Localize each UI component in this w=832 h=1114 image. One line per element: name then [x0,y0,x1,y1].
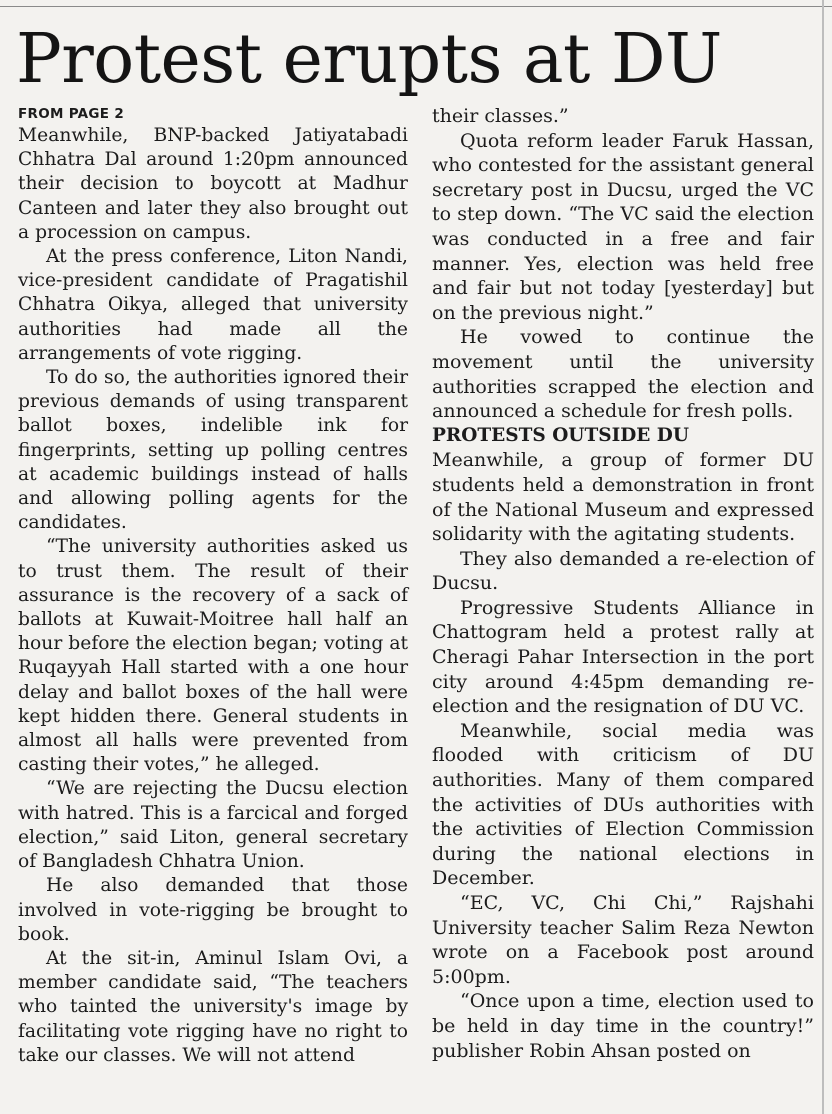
section-subhead: PROTESTS OUTSIDE DU [432,424,689,446]
paragraph: their classes.” [432,105,569,127]
paragraph: He vowed to continue the movement until the university authorities scrapped the election and announced a schedule for fresh polls. [432,326,814,423]
paragraph: Meanwhile, social media was flooded with criticism of DU authorities. Many of them compared the activities of DUs authorities with the activities of Election Commission during the national elections in December. [432,719,814,890]
paragraph: They also demanded a re-election of Ducsu. [432,547,814,595]
paragraph: At the press conference, Liton Nandi, vice-president candidate of Pragatishil Chhatra Oikya, alleged that university authorities had made all the arrangements of vote rigging. [18,246,408,364]
continuation-kicker: FROM PAGE 2 [18,106,125,122]
column-edge-rule [822,0,824,1114]
headline: Protest erupts at DU [16,20,722,99]
top-rule [0,6,832,7]
paragraph: Meanwhile, a group of former DU students held a demonstration in front of the National Museum and expressed solidarity with the agitating students. [432,449,814,546]
paragraph: “We are rejecting the Ducsu election with hatred. This is a farcical and forged election,” said Liton, general secretary of Bangladesh Chhatra Union. [18,778,408,873]
left-column [18,104,408,1068]
paragraph: “Once upon a time, election used to be held in day time in the country!” publisher Robin Ahsan posted on [432,990,814,1062]
paragraph: Progressive Students Alliance in Chattogram held a protest rally at Cheragi Pahar Intersection in the port city around 4:45pm demanding re-election and the resignation of DU VC. [432,596,814,718]
paragraph: “EC, VC, Chi Chi,” Rajshahi University teacher Salim Reza Newton wrote on a Facebook post around 5:00pm. [432,892,814,988]
right-column [432,104,814,1063]
paragraph: He also demanded that those involved in vote-rigging be brought to book. [18,875,408,945]
paragraph: At the sit-in, Aminul Islam Ovi, a member candidate said, “The teachers who tainted the university's image by facilitating vote rigging have no right to take our classes. We will not attend [18,947,408,1066]
paragraph: Meanwhile, BNP-backed Jatiyatabadi Chhatra Dal around 1:20pm announced their decision to boycott at Madhur Canteen and later they also brought out a procession on campus. [18,125,408,243]
paragraph: “The university authorities asked us to trust them. The result of their assurance is the recovery of a sack of ballots at Kuwait-Moitree hall half an hour before the election began; voting at Ruqayyah Hall started with a one hour delay and ballot boxes of the hall were kept hidden there. General students in almost all halls were prevented from casting their votes,” he alleged. [18,536,408,776]
paragraph: To do so, the authorities ignored their previous demands of using transparent ballot boxes, indelible ink for fingerprints, setting up polling centres at academic buildings instead of halls and allowing polling agents for the candidates. [18,367,408,534]
paragraph: Quota reform leader Faruk Hassan, who contested for the assistant general secretary post in Ducsu, urged the VC to step down. “The VC said the election was conducted in a free and fair manner. Yes, election was held free and fair but not today [yesterday] but on the previous night.” [432,129,814,324]
